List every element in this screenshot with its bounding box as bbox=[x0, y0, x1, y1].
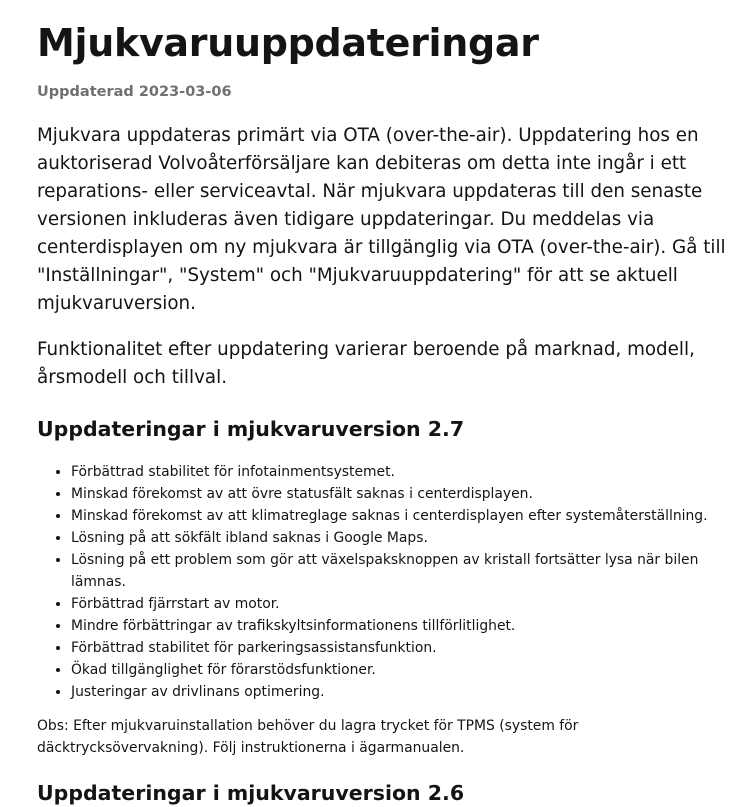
list-item: • Minskad förekomst av att klimatreglage saknas i centerdisplayen efter systemåterställning. bbox=[71, 505, 727, 527]
article bbox=[37, 0, 727, 807]
list-item: • Minskad förekomst av att övre statusfält saknas i centerdisplayen. bbox=[71, 483, 727, 505]
page-title: Mjukvaruuppdateringar bbox=[37, 21, 539, 65]
list-item: • Justeringar av drivlinans optimering. bbox=[71, 681, 727, 703]
tpms-note: Obs: Efter mjukvaruinstallation behöver du lagra trycket för TPMS (system för däcktrycksövervakning). Följ instruktionerna i ägarmanualen. bbox=[37, 718, 579, 756]
section-heading-version-2-7: Uppdateringar i mjukvaruversion 2.7 bbox=[37, 417, 465, 441]
list-item: • Förbättrad stabilitet för infotainmentsystemet. bbox=[71, 461, 727, 483]
functionality-note: Funktionalitet efter uppdatering varierar beroende på marknad, modell, årsmodell och tillval. bbox=[37, 339, 695, 388]
list-item: • Förbättrad stabilitet för parkeringsassistansfunktion. bbox=[71, 637, 727, 659]
updated-date: Uppdaterad 2023-03-06 bbox=[37, 84, 232, 100]
list-item: • Lösning på ett problem som gör att växelspaksknoppen av kristall fortsätter lysa när bilen lämnas. bbox=[71, 549, 727, 593]
section-heading-version-2-6: Uppdateringar i mjukvaruversion 2.6 bbox=[37, 781, 465, 805]
list-item: • Mindre förbättringar av trafikskyltsinformationens tillförlitlighet. bbox=[71, 615, 727, 637]
list-item: • Lösning på att sökfält ibland saknas i Google Maps. bbox=[71, 527, 727, 549]
list-item: • Ökad tillgänglighet för förarstödsfunktioner. bbox=[71, 659, 727, 681]
intro-paragraph: Mjukvara uppdateras primärt via OTA (over-the-air). Uppdatering hos en auktoriserad Volvoåterförsäljare kan debiteras om detta inte ingår i ett reparations- eller serviceavtal. När mjukvara uppdateras till den senaste versionen inkluderas även tidigare uppdateringar. Du meddelas via centerdisplayen om ny mjukvara är tillgänglig via OTA (over-the-air). Gå till "Inställningar", "System" och "Mjukvaruuppdatering" för att se aktuell mjukvaruversion. bbox=[37, 125, 726, 314]
list-item: • Förbättrad fjärrstart av motor. bbox=[71, 593, 727, 615]
changes-list bbox=[37, 461, 727, 703]
